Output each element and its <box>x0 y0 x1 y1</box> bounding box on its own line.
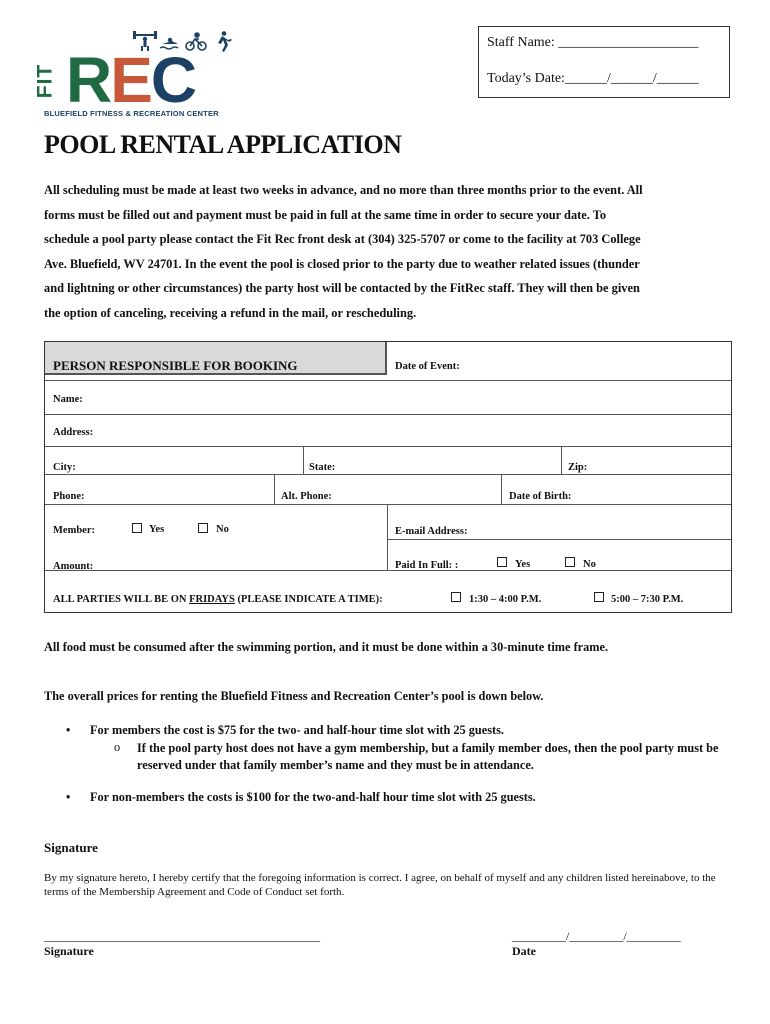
member-no-label: No <box>216 524 229 535</box>
paid-no-checkbox[interactable] <box>565 557 575 567</box>
logo-fit-text: FIT <box>33 63 57 99</box>
date-label: Date <box>512 944 536 958</box>
member-label: Member: <box>53 525 95 536</box>
intro-line: the option of canceling, receiving a refund in the mail, or rescheduling. <box>44 305 417 320</box>
runner-icon <box>218 31 232 52</box>
slot2-checkbox[interactable] <box>594 592 604 602</box>
date-of-event-field[interactable]: Date of Event: <box>395 361 460 372</box>
zip-field[interactable]: Zip: <box>568 462 588 473</box>
prices-intro: The overall prices for renting the Bluefield Fitness and Recreation Center’s pool is down below. <box>44 689 544 703</box>
date-line[interactable]: _________/_________/_________ <box>512 929 681 943</box>
divider <box>387 539 731 540</box>
signature-line[interactable]: ______________________________________________ <box>44 929 320 943</box>
intro-line: and lightning or other circumstances) the party host will be contacted by the FitRec staff. They will then be given <box>44 281 640 296</box>
form-header-title: PERSON RESPONSIBLE FOR BOOKING <box>53 358 298 373</box>
parties-note-post: (PLEASE INDICATE A TIME): <box>234 594 383 605</box>
email-field[interactable]: E-mail Address: <box>395 526 468 537</box>
booking-form <box>44 341 732 613</box>
paid-yes-checkbox[interactable] <box>497 557 507 567</box>
name-field[interactable]: Name: <box>53 394 83 405</box>
parties-note-pre: ALL PARTIES WILL BE ON <box>53 594 190 605</box>
address-field[interactable]: Address: <box>53 427 94 438</box>
divider <box>303 446 304 474</box>
certification-text: By my signature hereto, I hereby certify that the foregoing information is correct. I agree, on behalf of myself and any children listed hereinabove, to the terms of the Membership Agreement and Code of Conduct set forth. <box>44 872 716 898</box>
slot2-label: 5:00 – 7:30 P.M. <box>611 594 684 605</box>
slot1-checkbox[interactable] <box>451 592 461 602</box>
staff-box <box>478 26 730 98</box>
divider <box>387 504 388 570</box>
divider <box>561 446 562 474</box>
date-of-birth-field[interactable]: Date of Birth: <box>509 491 572 502</box>
sub-bullet-circle: o <box>114 740 121 754</box>
signature-heading: Signature <box>44 840 98 855</box>
divider <box>45 380 731 381</box>
member-yes-checkbox[interactable] <box>132 523 142 533</box>
signature-label: Signature <box>44 944 94 958</box>
slot1-label: 1:30 – 4:00 P.M. <box>469 594 542 605</box>
family-member-note: If the pool party host does not have a gym membership, but a family member does, then the pool party must be reserved under that family member’s name and they must be in attendance. <box>137 741 719 772</box>
bullet-dot: • <box>66 790 71 804</box>
intro-line: forms must be filled out and payment must be paid in full at the same time in order to secure your date. To <box>44 207 607 222</box>
intro-line: schedule a pool party please contact the Fit Rec front desk at (304) 325-5707 or come to the facility at 703 College <box>44 232 641 247</box>
member-no-checkbox[interactable] <box>198 523 208 533</box>
bullet-dot: • <box>66 723 71 737</box>
page-title: POOL RENTAL APPLICATION <box>44 130 402 159</box>
divider <box>274 474 275 504</box>
intro-line: Ave. Bluefield, WV 24701. In the event the pool is closed prior to the party due to weather related issues (thunder <box>44 256 640 271</box>
divider <box>45 570 731 571</box>
amount-field[interactable]: Amount: <box>53 561 94 572</box>
divider <box>501 474 502 504</box>
todays-date-field[interactable]: Today’s Date:______/______/______ <box>487 71 699 86</box>
city-field[interactable]: City: <box>53 462 76 473</box>
intro-paragraph <box>44 178 734 326</box>
divider <box>45 504 731 505</box>
parties-note <box>53 594 383 605</box>
member-yes-label: Yes <box>149 524 165 535</box>
form-header <box>45 342 387 375</box>
divider <box>45 474 731 475</box>
members-price: For members the cost is $75 for the two- and half-hour time slot with 25 guests. <box>90 723 504 737</box>
food-note: All food must be consumed after the swimming portion, and it must be done within a 30-minute time frame. <box>44 640 609 654</box>
non-members-price: For non-members the costs is $100 for the two-and-half hour time slot with 25 guests. <box>90 790 536 804</box>
intro-line: All scheduling must be made at least two weeks in advance, and no more than three months prior to the event. All <box>44 183 643 197</box>
state-field[interactable]: State: <box>309 462 336 473</box>
divider <box>45 414 731 415</box>
logo-subtitle: BLUEFIELD FITNESS & RECREATION CENTER <box>44 109 219 118</box>
paid-in-full-label: Paid In Full: : <box>395 560 459 571</box>
phone-field[interactable]: Phone: <box>53 491 85 502</box>
staff-name-field[interactable]: Staff Name: ____________________ <box>487 35 699 50</box>
alt-phone-field[interactable]: Alt. Phone: <box>281 491 332 502</box>
divider <box>45 446 731 447</box>
logo-rec-text: REC <box>66 44 196 116</box>
paid-yes-label: Yes <box>515 559 531 570</box>
paid-no-label: No <box>583 559 596 570</box>
parties-note-day: FRIDAYS <box>189 594 235 605</box>
